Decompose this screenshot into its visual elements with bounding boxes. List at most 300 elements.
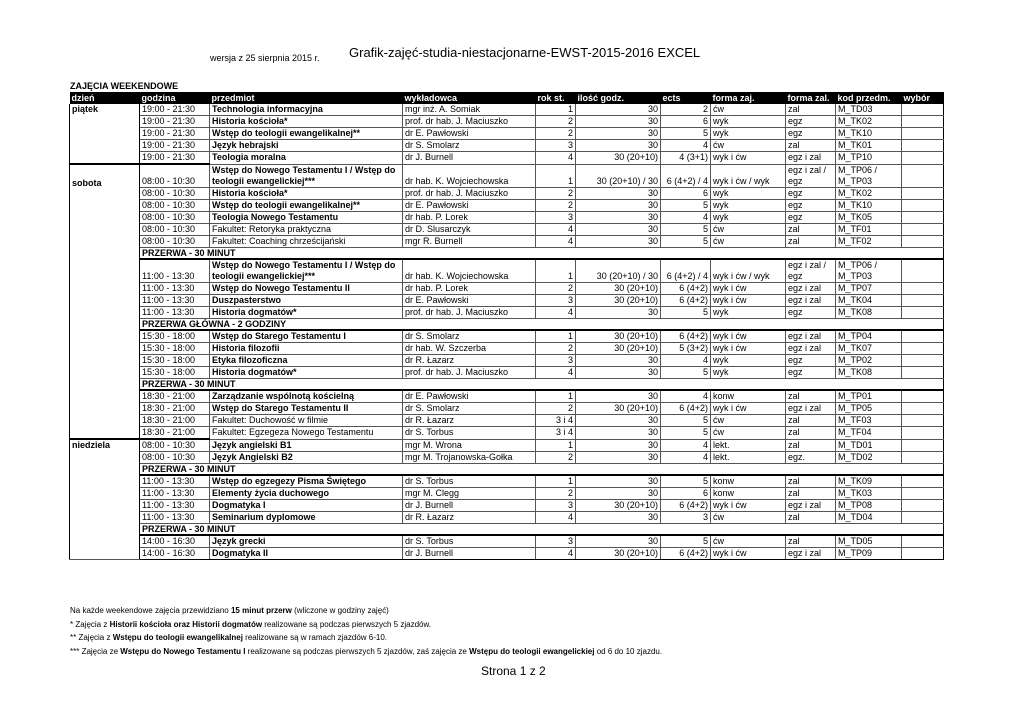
cell-choice xyxy=(902,212,944,224)
cell-ects: 6 (4+2) xyxy=(661,283,711,295)
cell-hours: 30 xyxy=(576,452,661,464)
page-number: Strona 1 z 2 xyxy=(481,664,546,678)
cell-ects: 4 xyxy=(661,355,711,367)
table-row xyxy=(70,236,944,248)
table-row xyxy=(70,488,944,500)
cell-pass: zal xyxy=(786,475,836,488)
cell-hours: 30 (20+10) xyxy=(576,548,661,560)
cell-lecturer: dr R. Łazarz xyxy=(403,355,536,367)
cell-code: M_TD05 xyxy=(836,535,902,548)
cell-code: M_TK10 xyxy=(836,128,902,140)
table-row xyxy=(70,390,944,403)
cell-lecturer: dr D. Slusarczyk xyxy=(403,224,536,236)
cell-time: 15:30 - 18:00 xyxy=(140,343,210,355)
cell-code: M_TF03 xyxy=(836,415,902,427)
cell-hours: 30 xyxy=(576,427,661,440)
cell-choice xyxy=(902,512,944,524)
cell-subject: Wstęp do Starego Testamentu I xyxy=(210,330,403,343)
cell-subject: Wstęp do Nowego Testamentu II xyxy=(210,283,403,295)
cell-time: 18:30 - 21:00 xyxy=(140,403,210,415)
table-row xyxy=(70,427,944,440)
cell-lecturer: prof. dr hab. J. Maciuszko xyxy=(403,367,536,379)
cell-time: 15:30 - 18:00 xyxy=(140,355,210,367)
break-row xyxy=(70,524,944,536)
cell-year: 2 xyxy=(536,452,576,464)
note-line: * Zajęcia z Historii kościoła oraz Historii dogmatów realizowane są podczas pierwszych 5 zjazdów. xyxy=(70,619,432,629)
cell-choice xyxy=(902,415,944,427)
cell-lecturer: dr J. Burnell xyxy=(403,152,536,165)
cell-choice xyxy=(902,427,944,440)
col-header: rok st. xyxy=(536,92,576,104)
cell-lecturer: dr S. Torbus xyxy=(403,427,536,440)
cell-pass: egz xyxy=(786,367,836,379)
cell-time: 08:00 - 10:30 xyxy=(140,439,210,452)
cell-ects: 5 xyxy=(661,415,711,427)
cell-form: ćw xyxy=(711,236,786,248)
cell-time: 11:00 - 13:30 xyxy=(140,295,210,307)
cell-year: 2 xyxy=(536,488,576,500)
cell-year: 3 i 4 xyxy=(536,427,576,440)
cell-lecturer: mgr R. Burnell xyxy=(403,236,536,248)
cell-subject: Technologia informacyjna xyxy=(210,104,403,116)
cell-choice xyxy=(902,439,944,452)
table-row xyxy=(70,188,944,200)
version-note: wersja z 25 sierpnia 2015 r. xyxy=(210,53,320,63)
cell-choice xyxy=(902,259,944,283)
cell-hours: 30 xyxy=(576,488,661,500)
cell-ects: 6 xyxy=(661,188,711,200)
cell-code: M_TP02 xyxy=(836,355,902,367)
cell-ects: 3 xyxy=(661,512,711,524)
cell-hours: 30 (20+10) xyxy=(576,330,661,343)
cell-subject: Dogmatyka I xyxy=(210,500,403,512)
break-row xyxy=(70,464,944,476)
cell-pass: egz i zal xyxy=(786,548,836,560)
cell-subject: Fakultet: Coaching chrześcijański xyxy=(210,236,403,248)
table-row xyxy=(70,140,944,152)
cell-year: 4 xyxy=(536,224,576,236)
cell-code: M_TP01 xyxy=(836,390,902,403)
col-header: kod przedm. xyxy=(836,92,902,104)
cell-lecturer: prof. dr hab. J. Maciuszko xyxy=(403,116,536,128)
cell-ects: 4 xyxy=(661,212,711,224)
cell-pass: egz i zal / egz xyxy=(786,259,836,283)
cell-year: 2 xyxy=(536,188,576,200)
cell-lecturer: dr E. Pawłowski xyxy=(403,295,536,307)
cell-ects: 4 (3+1) xyxy=(661,152,711,165)
cell-subject: Język grecki xyxy=(210,535,403,548)
cell-code: M_TP06 / M_TP03 xyxy=(836,164,902,188)
col-header: forma zaj. xyxy=(711,92,786,104)
cell-hours: 30 xyxy=(576,116,661,128)
cell-lecturer: dr S. Torbus xyxy=(403,535,536,548)
schedule-body xyxy=(70,104,944,560)
table-row xyxy=(70,212,944,224)
cell-ects: 4 xyxy=(661,439,711,452)
cell-lecturer: mgr M. Wrona xyxy=(403,439,536,452)
cell-code: M_TP05 xyxy=(836,403,902,415)
break-label: PRZERWA GŁÓWNA - 2 GODZINY xyxy=(140,319,944,331)
table-row xyxy=(70,200,944,212)
cell-subject: Historia filozofii xyxy=(210,343,403,355)
cell-lecturer: dr J. Burnell xyxy=(403,548,536,560)
cell-code: M_TK08 xyxy=(836,307,902,319)
cell-ects: 5 xyxy=(661,200,711,212)
cell-hours: 30 xyxy=(576,140,661,152)
cell-choice xyxy=(902,116,944,128)
table-header-row xyxy=(70,92,944,104)
cell-hours: 30 xyxy=(576,224,661,236)
cell-time: 08:00 - 10:30 xyxy=(140,452,210,464)
cell-lecturer: prof. dr hab. J. Maciuszko xyxy=(403,307,536,319)
cell-hours: 30 xyxy=(576,439,661,452)
cell-code: M_TK05 xyxy=(836,212,902,224)
cell-form: wyk xyxy=(711,116,786,128)
cell-hours: 30 xyxy=(576,512,661,524)
cell-pass: egz i zal xyxy=(786,500,836,512)
cell-hours: 30 xyxy=(576,367,661,379)
cell-form: ćw xyxy=(711,224,786,236)
table-row xyxy=(70,512,944,524)
cell-hours: 30 xyxy=(576,188,661,200)
cell-subject: Historia kościoła* xyxy=(210,188,403,200)
col-header: wykładowca xyxy=(403,92,536,104)
cell-pass: egz i zal xyxy=(786,343,836,355)
cell-ects: 5 xyxy=(661,535,711,548)
cell-lecturer: dr S. Torbus xyxy=(403,475,536,488)
cell-form: wyk i ćw xyxy=(711,152,786,165)
cell-choice xyxy=(902,500,944,512)
cell-form: ćw xyxy=(711,535,786,548)
cell-subject: Historia dogmatów* xyxy=(210,367,403,379)
cell-lecturer: dr R. Łazarz xyxy=(403,415,536,427)
cell-choice xyxy=(902,283,944,295)
cell-pass: egz xyxy=(786,200,836,212)
cell-pass: zal xyxy=(786,236,836,248)
cell-year: 1 xyxy=(536,259,576,283)
cell-ects: 5 xyxy=(661,427,711,440)
cell-choice xyxy=(902,200,944,212)
cell-lecturer: dr J. Burnell xyxy=(403,500,536,512)
cell-subject xyxy=(210,164,403,188)
table-row xyxy=(70,295,944,307)
cell-ects: 6 xyxy=(661,488,711,500)
cell-form: ćw xyxy=(711,512,786,524)
cell-subject: Etyka filozoficzna xyxy=(210,355,403,367)
table-row xyxy=(70,224,944,236)
cell-choice xyxy=(902,128,944,140)
cell-subject: Zarządzanie wspólnotą kościelną xyxy=(210,390,403,403)
cell-pass: zal xyxy=(786,224,836,236)
cell-time: 11:00 - 13:30 xyxy=(140,307,210,319)
col-header: forma zal. xyxy=(786,92,836,104)
cell-year: 4 xyxy=(536,307,576,319)
cell-pass: egz xyxy=(786,116,836,128)
cell-year: 3 xyxy=(536,535,576,548)
cell-hours: 30 (20+10) xyxy=(576,500,661,512)
cell-code: M_TD04 xyxy=(836,512,902,524)
cell-pass: zal xyxy=(786,104,836,116)
cell-code: M_TD03 xyxy=(836,104,902,116)
cell-code: M_TK03 xyxy=(836,488,902,500)
cell-year: 3 xyxy=(536,500,576,512)
page-title: Grafik-zajęć-studia-niestacjonarne-EWST-2015-2016 EXCEL xyxy=(349,45,701,60)
cell-lecturer: dr hab. K. Wojciechowska xyxy=(403,259,536,283)
cell-time: 08:00 - 10:30 xyxy=(140,164,210,188)
cell-form: ćw xyxy=(711,104,786,116)
table-row xyxy=(70,475,944,488)
cell-hours: 30 xyxy=(576,236,661,248)
cell-year: 1 xyxy=(536,330,576,343)
cell-pass: egz xyxy=(786,212,836,224)
cell-lecturer: dr E. Pawłowski xyxy=(403,390,536,403)
table-row xyxy=(70,116,944,128)
cell-code: M_TP06 / M_TP03 xyxy=(836,259,902,283)
col-header: ects xyxy=(661,92,711,104)
table-row xyxy=(70,128,944,140)
cell-form: wyk xyxy=(711,128,786,140)
cell-year: 3 xyxy=(536,355,576,367)
cell-form: wyk i ćw xyxy=(711,330,786,343)
cell-lecturer: dr hab. K. Wojciechowska xyxy=(403,164,536,188)
cell-form: wyk xyxy=(711,188,786,200)
table-row xyxy=(70,152,944,165)
cell-ects: 6 (4+2) xyxy=(661,330,711,343)
cell-time: 11:00 - 13:30 xyxy=(140,259,210,283)
cell-subject: Język hebrajski xyxy=(210,140,403,152)
cell-year: 1 xyxy=(536,439,576,452)
cell-time: 11:00 - 13:30 xyxy=(140,512,210,524)
cell-hours: 30 (20+10) xyxy=(576,343,661,355)
day-label: piątek xyxy=(70,104,140,164)
cell-choice xyxy=(902,295,944,307)
cell-time: 08:00 - 10:30 xyxy=(140,212,210,224)
cell-ects: 6 (4+2) / 4 xyxy=(661,259,711,283)
cell-time: 11:00 - 13:30 xyxy=(140,283,210,295)
cell-time: 18:30 - 21:00 xyxy=(140,427,210,440)
cell-choice xyxy=(902,330,944,343)
cell-code: M_TD02 xyxy=(836,452,902,464)
cell-ects: 2 xyxy=(661,104,711,116)
cell-choice xyxy=(902,403,944,415)
cell-subject: Seminarium dyplomowe xyxy=(210,512,403,524)
cell-year: 2 xyxy=(536,343,576,355)
cell-lecturer: mgr M. Clegg xyxy=(403,488,536,500)
col-header: dzień xyxy=(70,92,140,104)
cell-choice xyxy=(902,307,944,319)
cell-ects: 6 (4+2) xyxy=(661,500,711,512)
cell-time: 11:00 - 13:30 xyxy=(140,500,210,512)
cell-code: M_TP09 xyxy=(836,548,902,560)
cell-pass: egz. xyxy=(786,452,836,464)
cell-ects: 6 xyxy=(661,116,711,128)
cell-ects: 5 xyxy=(661,224,711,236)
cell-year: 4 xyxy=(536,152,576,165)
cell-form: wyk xyxy=(711,367,786,379)
col-header: wybór xyxy=(902,92,944,104)
cell-year: 3 xyxy=(536,212,576,224)
cell-lecturer: prof. dr hab. J. Maciuszko xyxy=(403,188,536,200)
cell-time: 08:00 - 10:30 xyxy=(140,200,210,212)
cell-choice xyxy=(902,548,944,560)
table-row xyxy=(70,500,944,512)
cell-form: wyk xyxy=(711,212,786,224)
schedule-table xyxy=(69,92,944,560)
cell-form: konw xyxy=(711,488,786,500)
cell-pass: zal xyxy=(786,488,836,500)
cell-ects: 4 xyxy=(661,390,711,403)
cell-form: wyk i ćw / wyk xyxy=(711,259,786,283)
cell-subject: Duszpasterstwo xyxy=(210,295,403,307)
cell-choice xyxy=(902,236,944,248)
table-row xyxy=(70,439,944,452)
cell-hours: 30 (20+10) xyxy=(576,295,661,307)
cell-hours: 30 (20+10) xyxy=(576,152,661,165)
cell-lecturer: dr hab. P. Lorek xyxy=(403,212,536,224)
cell-time: 08:00 - 10:30 xyxy=(140,236,210,248)
cell-form: wyk xyxy=(711,355,786,367)
table-row xyxy=(70,283,944,295)
cell-pass: zal xyxy=(786,415,836,427)
cell-time: 18:30 - 21:00 xyxy=(140,415,210,427)
cell-subject: Historia dogmatów* xyxy=(210,307,403,319)
note-line: *** Zajęcia ze Wstępu do Nowego Testamentu I realizowane są podczas pierwszych 5 zjazdów, zaś zajęcia ze Wstępu do teologii ewangelickiej od 6 do 10 zjazdu. xyxy=(70,646,663,656)
cell-hours: 30 (20+10) xyxy=(576,403,661,415)
cell-year: 1 xyxy=(536,164,576,188)
cell-ects: 4 xyxy=(661,140,711,152)
cell-code: M_TF01 xyxy=(836,224,902,236)
col-header: przedmiot xyxy=(210,92,403,104)
cell-year: 4 xyxy=(536,548,576,560)
cell-form: wyk i ćw / wyk xyxy=(711,164,786,188)
cell-ects: 6 (4+2) / 4 xyxy=(661,164,711,188)
cell-lecturer: dr S. Smolarz xyxy=(403,403,536,415)
cell-hours: 30 xyxy=(576,535,661,548)
cell-year: 2 xyxy=(536,283,576,295)
break-label: PRZERWA - 30 MINUT xyxy=(140,379,944,391)
cell-code: M_TP10 xyxy=(836,152,902,165)
cell-code: M_TP07 xyxy=(836,283,902,295)
break-label: PRZERWA - 30 MINUT xyxy=(140,524,944,536)
cell-hours: 30 xyxy=(576,104,661,116)
cell-hours: 30 xyxy=(576,355,661,367)
cell-choice xyxy=(902,367,944,379)
cell-code: M_TK08 xyxy=(836,367,902,379)
cell-form: wyk i ćw xyxy=(711,283,786,295)
cell-year: 2 xyxy=(536,116,576,128)
cell-pass: zal xyxy=(786,439,836,452)
cell-subject: Wstęp do Starego Testamentu II xyxy=(210,403,403,415)
cell-lecturer: dr E. Pawłowski xyxy=(403,128,536,140)
cell-subject: Elementy życia duchowego xyxy=(210,488,403,500)
cell-year: 1 xyxy=(536,475,576,488)
cell-time: 08:00 - 10:30 xyxy=(140,224,210,236)
cell-time: 19:00 - 21:30 xyxy=(140,104,210,116)
cell-lecturer: dr S. Smolarz xyxy=(403,330,536,343)
cell-year: 3 xyxy=(536,295,576,307)
cell-choice xyxy=(902,104,944,116)
cell-ects: 6 (4+2) xyxy=(661,295,711,307)
table-row xyxy=(70,452,944,464)
cell-ects: 4 xyxy=(661,452,711,464)
cell-ects: 5 xyxy=(661,475,711,488)
cell-form: konw xyxy=(711,475,786,488)
cell-subject: Teologia moralna xyxy=(210,152,403,165)
cell-form: wyk i ćw xyxy=(711,295,786,307)
cell-time: 15:30 - 18:00 xyxy=(140,367,210,379)
cell-subject: Wstęp do teologii ewangelikalnej** xyxy=(210,200,403,212)
break-label: PRZERWA - 30 MINUT xyxy=(140,464,944,476)
cell-form: lekt. xyxy=(711,439,786,452)
table-row xyxy=(70,415,944,427)
cell-hours: 30 xyxy=(576,212,661,224)
cell-lecturer: dr E. Pawłowski xyxy=(403,200,536,212)
cell-ects: 5 xyxy=(661,236,711,248)
table-row xyxy=(70,330,944,343)
break-row xyxy=(70,379,944,391)
cell-pass: egz xyxy=(786,355,836,367)
cell-form: lekt. xyxy=(711,452,786,464)
cell-pass: egz xyxy=(786,307,836,319)
cell-time: 15:30 - 18:00 xyxy=(140,330,210,343)
cell-choice xyxy=(902,488,944,500)
cell-hours: 30 (20+10) / 30 xyxy=(576,259,661,283)
cell-pass: zal xyxy=(786,535,836,548)
table-row xyxy=(70,307,944,319)
cell-form: ćw xyxy=(711,140,786,152)
cell-choice xyxy=(902,390,944,403)
cell-year: 3 i 4 xyxy=(536,415,576,427)
cell-subject: Fakultet: Egzegeza Nowego Testamentu xyxy=(210,427,403,440)
table-row xyxy=(70,403,944,415)
cell-pass: egz i zal xyxy=(786,330,836,343)
cell-code: M_TF02 xyxy=(836,236,902,248)
cell-code: M_TK10 xyxy=(836,200,902,212)
cell-year: 1 xyxy=(536,104,576,116)
cell-choice xyxy=(902,535,944,548)
cell-code: M_TK02 xyxy=(836,188,902,200)
table-row xyxy=(70,343,944,355)
cell-time: 19:00 - 21:30 xyxy=(140,116,210,128)
cell-year: 4 xyxy=(536,512,576,524)
cell-time: 19:00 - 21:30 xyxy=(140,140,210,152)
table-row xyxy=(70,367,944,379)
break-row xyxy=(70,319,944,331)
cell-pass: egz xyxy=(786,128,836,140)
cell-subject: Fakultet: Retoryka praktyczna xyxy=(210,224,403,236)
cell-pass: egz i zal xyxy=(786,295,836,307)
cell-year: 3 xyxy=(536,140,576,152)
cell-year: 2 xyxy=(536,403,576,415)
table-row xyxy=(70,355,944,367)
cell-subject: Wstęp do teologii ewangelikalnej** xyxy=(210,128,403,140)
cell-subject: Fakultet: Duchowość w filmie xyxy=(210,415,403,427)
cell-lecturer: dr R. Łazarz xyxy=(403,512,536,524)
cell-choice xyxy=(902,343,944,355)
cell-lecturer: dr S. Smolarz xyxy=(403,140,536,152)
cell-subject: Historia kościoła* xyxy=(210,116,403,128)
break-row xyxy=(70,248,944,260)
cell-pass: egz i zal xyxy=(786,283,836,295)
cell-time: 11:00 - 13:30 xyxy=(140,475,210,488)
cell-code: M_TK04 xyxy=(836,295,902,307)
cell-lecturer: mgr M. Trojanowska-Gołka xyxy=(403,452,536,464)
cell-code: M_TD01 xyxy=(836,439,902,452)
cell-code: M_TK02 xyxy=(836,116,902,128)
cell-pass: zal xyxy=(786,390,836,403)
cell-code: M_TP04 xyxy=(836,330,902,343)
cell-choice xyxy=(902,164,944,188)
